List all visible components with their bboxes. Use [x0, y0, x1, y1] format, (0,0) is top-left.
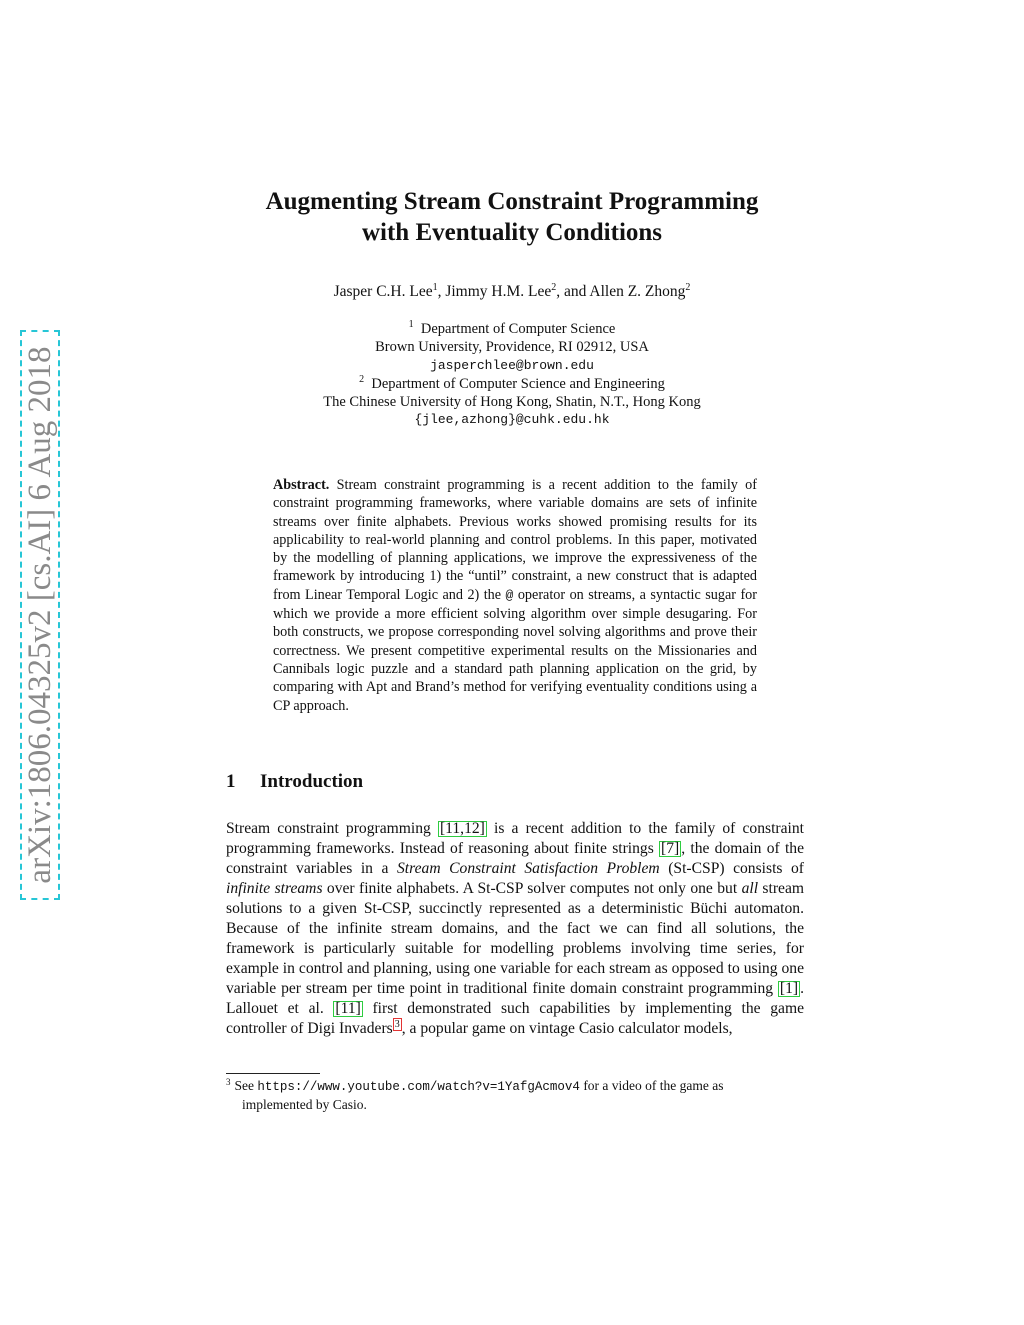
intro-text: is a recent addition to the family of constraint programming frameworks. Instead of reasoning about finite strings	[226, 820, 804, 857]
title-line-2: with Eventuality Conditions	[361, 219, 663, 246]
abstract-label: Abstract.	[273, 477, 330, 493]
intro-emphasis: Stream Constraint Satisfaction Problem	[396, 860, 660, 877]
affil-2-num: 2	[359, 374, 365, 386]
paper-title	[0, 186, 1024, 248]
intro-emphasis: infinite streams	[226, 880, 323, 897]
intro-paragraph	[226, 819, 804, 1039]
citation-link[interactable]: [11]	[335, 1000, 361, 1017]
abstract-text-2: operator on streams, a syntactic sugar for which we provide a more efficient solving algorithm over simple desugaring. For both constructs, we propose corresponding novel solving algorithms and prove their correctness. We present competitive experimental results on the Missionaries and Cannibals logic puzzle and a standard path planning application on the grid, by comparing with Apt and Brand’s method for verifying eventuality conditions using a CP approach.	[273, 586, 757, 714]
section-number: 1	[226, 771, 236, 792]
section-title: Introduction	[260, 771, 364, 792]
footnote-line-2: implemented by Casio.	[242, 1097, 367, 1112]
citation-link[interactable]: [11,12]	[439, 820, 485, 837]
author-1: Jasper C.H. Lee	[333, 283, 433, 300]
footnote-text: See	[234, 1078, 258, 1093]
abstract-text-1: Stream constraint programming is a recent addition to the family of constraint programming frameworks, where variable domains are sets of infinite streams over finite alphabets. Previous works showed promising results for its applicability to real-world planning and control problems. In this paper, motivated by the modelling of planning applications, we improve the expressiveness of the framework by introducing 1) the “until” constraint, a new construct that is adapted from Linear Temporal Logic and 2) the	[273, 477, 757, 603]
author-2: Jimmy H.M. Lee	[445, 283, 552, 300]
affil-1-email[interactable]: jasperchlee@brown.edu	[430, 357, 594, 373]
affil-2-email[interactable]: {jlee,azhong}@cuhk.edu.hk	[414, 412, 610, 428]
intro-emphasis: all	[741, 880, 759, 897]
abstract-at-operator: @	[505, 587, 514, 603]
section-heading	[226, 771, 363, 793]
title-line-1: Augmenting Stream Constraint Programming	[265, 188, 759, 215]
intro-text: , the domain of the constraint variables in a	[226, 840, 804, 877]
footnote-number: 3	[226, 1076, 231, 1087]
arxiv-identifier: arXiv:1806.04325v2 [cs.AI] 6 Aug 2018	[22, 346, 58, 884]
footnote	[226, 1077, 804, 1114]
citation-link[interactable]: [7]	[661, 840, 680, 857]
author-sep-1: ,	[437, 283, 446, 300]
author-1-affil: 1	[432, 281, 438, 293]
intro-text: . Lallouet et al.	[226, 980, 804, 1017]
intro-text: first demonstrated such capabilities by implementing the game controller of Digi Invaders	[226, 1000, 804, 1037]
author-3: Allen Z. Zhong	[589, 283, 686, 300]
author-3-affil: 2	[685, 281, 691, 293]
intro-text: (St-CSP) consists of	[659, 860, 805, 877]
citation-link[interactable]: [1]	[779, 980, 799, 997]
affil-1-num: 1	[408, 319, 414, 331]
abstract	[273, 476, 757, 715]
affiliations	[0, 320, 1024, 430]
intro-text: , a popular game on vintage Casio calculator models,	[401, 1020, 733, 1037]
affil-2-dept	[0, 375, 1024, 393]
author-2-affil: 2	[551, 281, 557, 293]
footnote-rule	[226, 1073, 320, 1074]
footnote-link[interactable]: 3	[394, 1018, 400, 1030]
footnote-text: for a video of the game as	[579, 1078, 724, 1093]
intro-text: over finite alphabets. A St-CSP solver computes not only one but	[322, 880, 742, 897]
affil-2-univ: The Chinese University of Hong Kong, Shatin, N.T., Hong Kong	[323, 394, 701, 411]
author-list	[0, 283, 1024, 301]
intro-text: Stream constraint programming	[226, 820, 438, 837]
footnote-url[interactable]: https://www.youtube.com/watch?v=1YafgAcmov4	[257, 1080, 580, 1094]
affil-1-dept	[0, 320, 1024, 338]
author-sep-2: , and	[556, 283, 590, 300]
affil-1-univ: Brown University, Providence, RI 02912, USA	[375, 339, 649, 356]
intro-text: stream solutions to a given St-CSP, succinctly represented as a deterministic Büchi automaton. Because of the infinite stream domains, and the fact we can find all solutions, the framework is particularly suitable for modelling problems involving time series, for example in control and planning, using one variable for each stream as opposed to using one variable per stream per time point in traditional finite domain constraint programming	[226, 880, 804, 997]
affil-1-dept-text: Department of Computer Science	[420, 321, 616, 337]
affil-2-dept-text: Department of Computer Science and Engineering	[371, 375, 665, 392]
